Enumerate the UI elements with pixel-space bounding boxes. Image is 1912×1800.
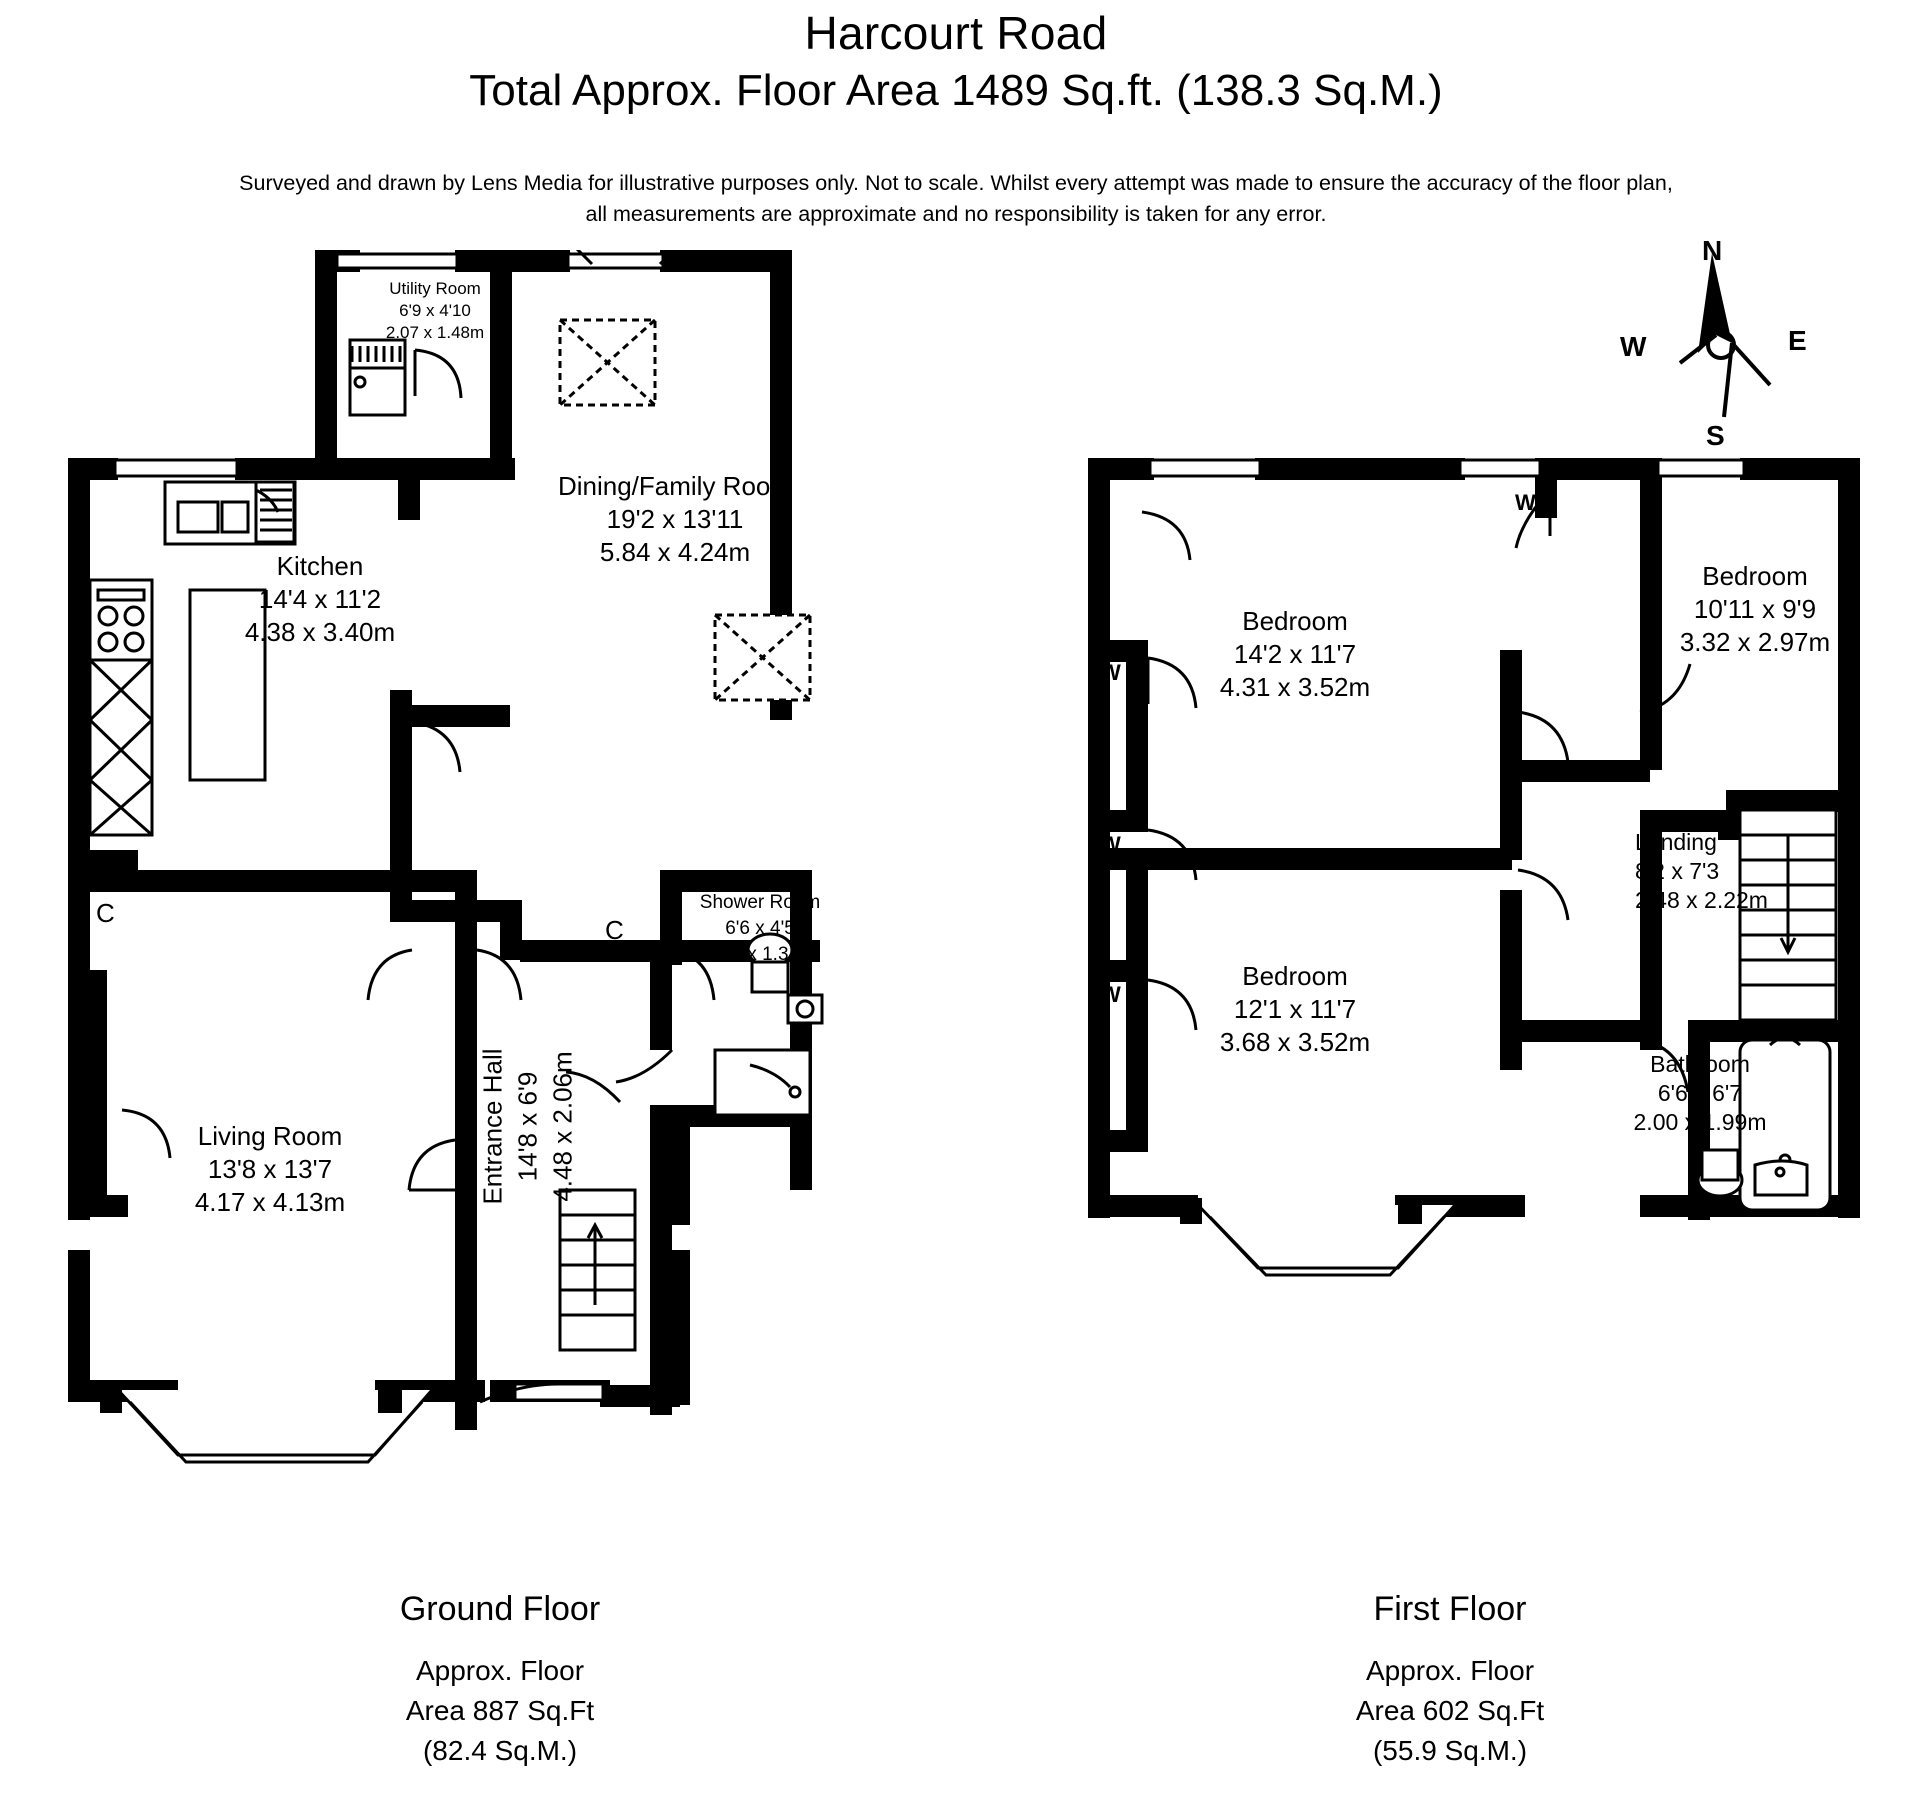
dining-room-metric: 5.84 x 4.24m <box>599 537 751 567</box>
wardrobe-mark-2: W <box>1100 832 1121 857</box>
kitchen-metric: 4.38 x 3.40m <box>244 617 396 647</box>
first-floor-area-line-3: (55.9 Sq.M.) <box>1372 1735 1528 1766</box>
wardrobe-mark-4: W <box>1515 490 1536 515</box>
bedroom1-metric: 4.31 x 3.52m <box>1219 672 1371 702</box>
first-floor-footer <box>1200 1590 1700 1771</box>
bedroom3-name: Bedroom <box>1702 561 1808 591</box>
wardrobe-mark-3: W <box>1100 982 1121 1007</box>
disclaimer-line-2: all measurements are approximate and no responsibility is taken for any error. <box>585 202 1327 226</box>
utility-room-imperial: 6'9 x 4'10 <box>399 301 471 320</box>
compass-east-label: E <box>1788 325 1807 356</box>
ground-floor-footer <box>250 1590 750 1771</box>
bedroom3-imperial: 10'11 x 9'9 <box>1693 594 1817 624</box>
entrance-hall-name: Entrance Hall <box>477 1048 508 1205</box>
shower-room-imperial: 6'6 x 4'5 <box>725 918 795 939</box>
ground-floor-area-line-2: Area 887 Sq.Ft <box>405 1695 595 1726</box>
room-label-bedroom-3 <box>1625 560 1885 659</box>
ground-floor-drawing <box>60 250 1070 1570</box>
compass-west-label: W <box>1620 331 1647 362</box>
living-room-metric: 4.17 x 4.13m <box>194 1187 346 1217</box>
shower-room-name: Shower Room <box>699 892 821 913</box>
room-label-entrance-hall <box>408 1010 668 1270</box>
room-label-dining-family-room <box>520 470 830 569</box>
room-label-kitchen <box>200 550 440 649</box>
room-label-shower-room <box>665 890 855 968</box>
entrance-hall-imperial: 14'8 x 6'9 <box>512 1071 543 1182</box>
first-floor-area-line-1: Approx. Floor <box>1365 1655 1535 1686</box>
landing-imperial: 8'2 x 7'3 <box>1635 858 1720 884</box>
room-label-utility-room <box>360 278 510 344</box>
compass-north-label: N <box>1702 235 1723 266</box>
cupboard-mark-left: C <box>96 898 115 928</box>
room-label-living-room <box>145 1120 395 1219</box>
shower-room-metric: 1.97 x 1.34m <box>705 944 815 965</box>
ground-floor-title: Ground Floor <box>399 1590 601 1628</box>
bathroom-name: Bathroom <box>1650 1051 1750 1077</box>
page-title: Harcourt Road <box>804 7 1108 59</box>
room-label-bathroom <box>1600 1050 1800 1137</box>
first-floor-title: First Floor <box>1373 1590 1527 1628</box>
bedroom1-imperial: 14'2 x 11'7 <box>1233 639 1357 669</box>
kitchen-imperial: 14'4 x 11'2 <box>258 584 382 614</box>
bedroom2-imperial: 12'1 x 11'7 <box>1233 994 1357 1024</box>
landing-name: Landing <box>1635 829 1717 855</box>
ground-floor-area-line-3: (82.4 Sq.M.) <box>422 1735 578 1766</box>
dining-room-imperial: 19'2 x 13'11 <box>606 504 744 534</box>
total-area-subtitle: Total Approx. Floor Area 1489 Sq.ft. (138.3 Sq.M.) <box>469 66 1443 115</box>
compass-south-label: S <box>1706 420 1725 451</box>
bedroom3-metric: 3.32 x 2.97m <box>1679 627 1831 657</box>
room-label-bedroom-1 <box>1165 605 1425 704</box>
living-room-imperial: 13'8 x 13'7 <box>207 1154 333 1184</box>
dining-room-name: Dining/Family Room <box>557 471 793 501</box>
room-label-landing <box>1635 828 1835 915</box>
living-room-name: Living Room <box>197 1121 343 1151</box>
bedroom2-metric: 3.68 x 3.52m <box>1219 1027 1371 1057</box>
wardrobe-mark-1: W <box>1100 660 1121 685</box>
utility-room-metric: 2.07 x 1.48m <box>385 323 485 342</box>
disclaimer <box>0 168 1912 230</box>
bedroom2-name: Bedroom <box>1242 961 1348 991</box>
first-floor-plan <box>1080 250 1870 1570</box>
ground-floor-area-line-1: Approx. Floor <box>415 1655 585 1686</box>
cupboard-mark-hall: C <box>605 915 624 945</box>
first-floor-area-line-2: Area 602 Sq.Ft <box>1355 1695 1545 1726</box>
room-label-bedroom-2 <box>1165 960 1425 1059</box>
ground-floor-plan <box>60 250 1070 1570</box>
disclaimer-line-1: Surveyed and drawn by Lens Media for illustrative purposes only. Not to scale. Whilst every attempt was made to ensure the accuracy of the floor plan, <box>239 171 1673 195</box>
kitchen-name: Kitchen <box>276 551 364 581</box>
bathroom-metric: 2.00 x 1.99m <box>1633 1109 1767 1135</box>
landing-metric: 2.48 x 2.22m <box>1635 887 1768 913</box>
bathroom-imperial: 6'6 x 6'7 <box>1657 1080 1743 1106</box>
utility-room-name: Utility Room <box>389 279 481 298</box>
bedroom1-name: Bedroom <box>1242 606 1348 636</box>
entrance-hall-metric: 4.48 x 2.06m <box>547 1051 578 1202</box>
